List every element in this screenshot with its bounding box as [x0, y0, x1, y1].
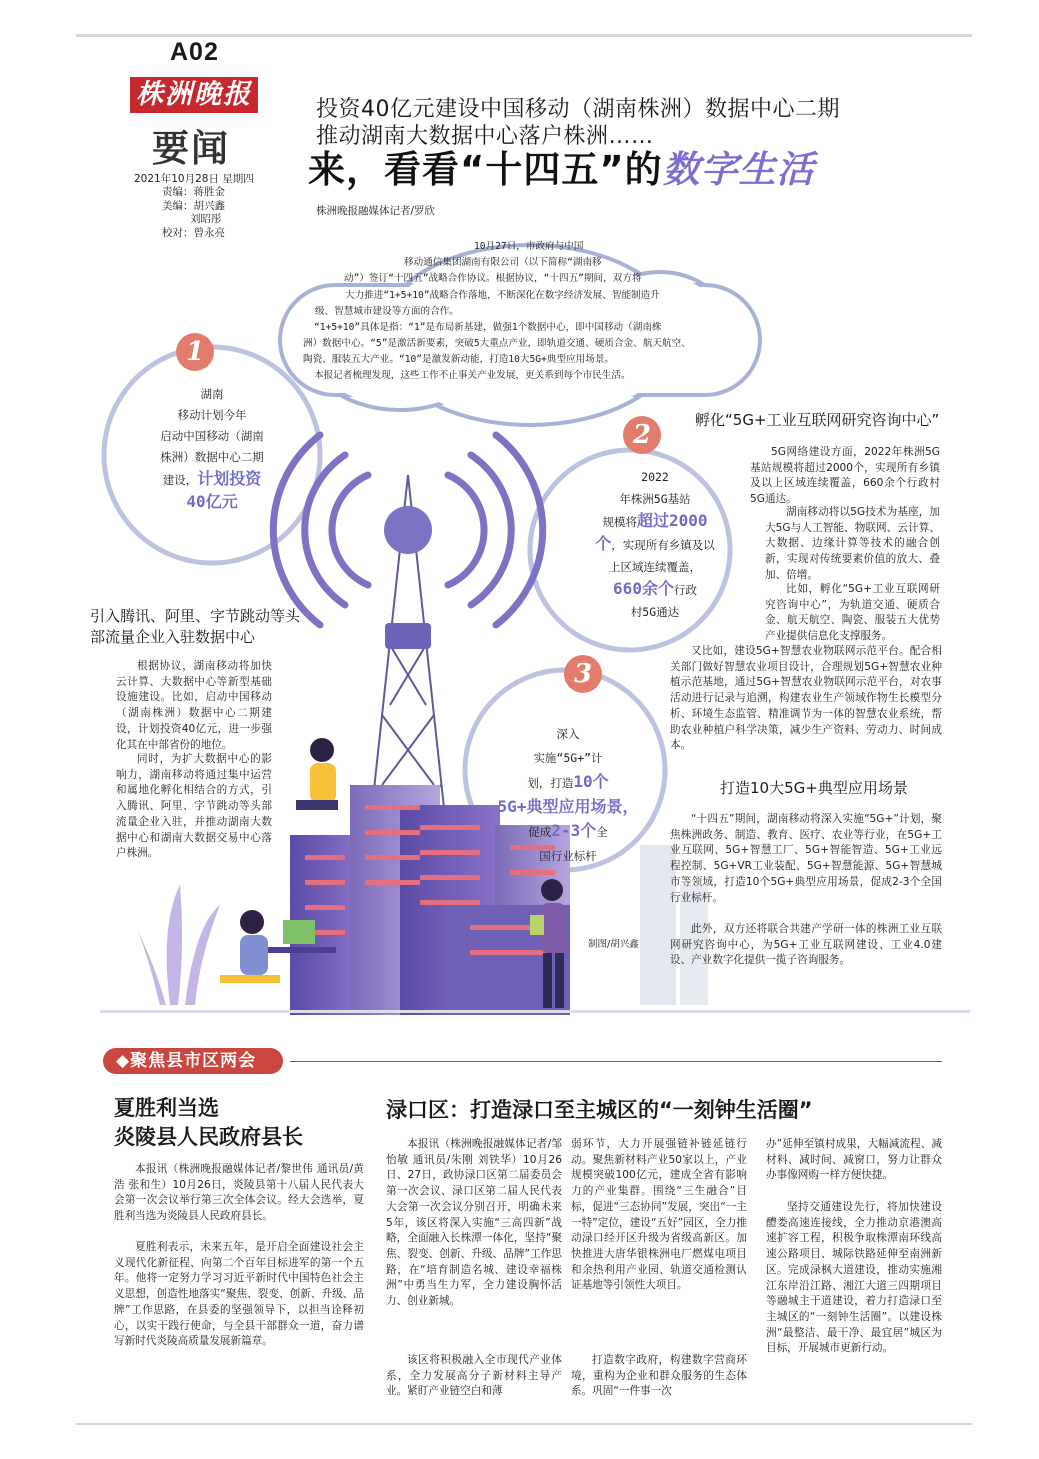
issue-date: 2021年10月28日 星期四: [134, 173, 254, 185]
section-title: 要闻: [152, 126, 230, 170]
designer-credit-2: 刘昭彤: [190, 213, 222, 225]
byline: 株洲晚报融媒体记者/罗欣: [316, 205, 436, 217]
circle-3-highlight: 10个: [573, 772, 609, 791]
designer-credit: 美编：胡兴鑫: [162, 200, 225, 212]
circle-1-line: 株洲）数据中心二期: [160, 450, 264, 464]
circle-3-text: [468, 722, 668, 868]
deck-line-2: 推动湖南大数据中心落户株洲……: [316, 124, 654, 149]
deck-line-1: 投资40亿元建设中国移动（湖南株洲）数据中心二期: [316, 97, 840, 122]
story-2-col3-paragraph-1: 办”延伸至镇村成果，大幅减流程、减材料、减时间、减窗口，努力让群众办事像网购一样方便快捷。: [766, 1138, 942, 1182]
masthead-logo: 株洲晚报: [130, 77, 258, 113]
story-2-col1-paragraph-2: 该区将积极融入全市现代产业体系，全力发展高分子新材料主导产业。紧盯产业链空白和薄: [386, 1354, 562, 1398]
antenna-panel: [385, 623, 431, 649]
illustration-credit: 制图/胡兴鑫: [588, 939, 639, 950]
cloud-text-line: 陶瓷、服装五大产业。“10”是激发新动能，打造10大5G+典型应用场景。: [303, 354, 615, 365]
circle-3-line: 国行业标杆: [539, 849, 597, 863]
left-subhead: [90, 606, 320, 648]
story-1-paragraph-1: 本报讯（株洲晚报融媒体记者/黎世伟 通讯员/黄浩 张和生）10月26日，炎陵县第十八届人民代表大会第一次会议举行第三次全体会议。经大会选举，夏胜利当选为炎陵县人民政府县长。: [114, 1163, 364, 1223]
story-2-col2-paragraph-1: 弱环节，大力开展强链补链延链行动。聚焦新材料产业50家以上，产业规模突破100亿元，建成全省有影响力的产业集群。围绕“三生融合”目标，促进“三态协同”发展，突出“一主一特”定位，建设“五好”园区，全力推动渌口经开区升级为省级高新区。加快推进大唐华银株洲电厂燃煤电项目和余热利用产业园、轨道交通检测认证基地等引领性大项目。: [571, 1138, 747, 1292]
right-paragraph-4: 又比如，建设5G+智慧农业物联网示范平台。配合相关部门做好智慧农业项目设计，合理规划5G+智慧农业种植示范基地，通过5G+智慧农业物联网示范平台，对农事活动进行记录与追溯，构建农业生产领域作物生长模型分析、环境生态监管、精准调节为一体的智慧农业系统，帮助农业种植户科学决策，减少生产资料、劳动力、时间成本。: [670, 645, 942, 752]
circle-2-line: 上区域连续覆盖，: [609, 560, 701, 574]
section-tag: [116, 1048, 256, 1074]
left-paragraph-1: 根据协议，湖南移动将加快云计算、大数据中心等新型基础设施建设。比如，启动中国移动（湖南株洲）数据中心二期建设，计划投资40亿元，进一步强化其在中部省份的地位。: [116, 660, 272, 751]
main-headline: [308, 139, 815, 193]
circle-3-highlight: 5G+典型应用场景，: [497, 797, 639, 816]
person-on-server: [296, 738, 338, 810]
circle-1-line: 启动中国移动（湖南: [160, 429, 264, 443]
right-subhead-1: 孵化“5G+工业互联网研究咨询中心”: [695, 411, 940, 429]
headline-prefix: 来，看看“十四五”的: [308, 148, 663, 191]
circle-1-amount: 40亿元: [186, 492, 238, 511]
cloud-text-line: 动”）签订“十四五”战略合作协议。根据协议，“十四五”期间，双方将: [344, 273, 642, 284]
top-rule: [76, 34, 972, 37]
circle-1-line: 建设，: [162, 473, 198, 487]
circle-2-line: 行政: [673, 583, 697, 597]
circle-2-highlight: 超过2000: [636, 511, 708, 530]
cloud-text-line: 级、智慧城市建设等方面的合作。: [315, 306, 459, 317]
right-subhead-2: 打造10大5G+典型应用场景: [720, 779, 908, 797]
story-2-col1-paragraph-1: 本报讯（株洲晚报融媒体记者/邹怡敏 通讯员/朱刚 刘铁华）10月26日、27日，政协渌口区第二届委员会第一次会议、渌口区第二届人民代表大会第一次会议分别召开，明确未来5年，该区将深入实施“三高四新”战略，全面融入长株潭一体化，坚持“聚焦、裂变、创新、升级、品牌”工作思路，在“培育制造名城、建设幸福株洲”中勇当生力军，全力建设胸怀活力、创业新城。: [386, 1138, 562, 1308]
editor-credit: 责编：蒋胜金: [162, 186, 225, 198]
circle-2-text: [540, 466, 770, 623]
circle-3-line: 划，打造: [527, 776, 574, 790]
circle-2-highlight: 660余个: [613, 579, 674, 598]
story-1-paragraph-2: 夏胜利表示，未来五年，是开启全面建设社会主义现代化新征程、向第二个百年目标进军的第一个五年。他将一定努力学习习近平新时代中国特色社会主义思想，创造性地落实“聚焦、裂变、创新、升级、品牌”工作思路，在县委的坚强领导下，以担当诠释初心，以实干践行使命，与全县干部群众一道，奋力谱写新时代炎陵高质量发展新篇章。: [114, 1241, 364, 1348]
plant-decoration: [135, 885, 220, 1005]
circle-3-line: 实施“5G+”计: [533, 751, 603, 765]
circle-2-line: 规模将: [602, 515, 637, 529]
story-2-headline: 渌口区：打造渌口至主城区的“一刻钟生活圈”: [386, 1098, 813, 1122]
story-2-col2-paragraph-2: 打造数字政府，构建数字营商环境，重构为企业和群众服务的生态体系。巩固“一件事一次: [571, 1354, 747, 1398]
headline-highlight: 数字生活: [662, 148, 815, 191]
left-subhead-line: 部流量企业入驻数据中心: [90, 628, 256, 646]
cloud-text-line: 大力推进“1+5+10”战略合作落地，不断深化在数字经济发展、智能制造升: [345, 290, 660, 301]
cloud-text-line: 本报记者梳理发现，这些工作不止事关产业发展，更关系到每个市民生活。: [314, 370, 631, 381]
circle-2-line: 2022: [641, 470, 669, 484]
badge-2: 2: [623, 416, 661, 454]
story-1-headline-line: 夏胜利当选: [114, 1096, 219, 1120]
circle-1-line: 湖南: [200, 387, 224, 401]
right-paragraph-2: 湖南移动将以5G技术为基座，加大5G与人工智能、物联网、云计算、大数据、边缘计算等技术的融合创新，实现对传统要素价值的放大、叠加、倍增。: [765, 506, 940, 581]
right-paragraph-6: 此外，双方还将联合共建产学研一体的株洲工业互联网研究咨询中心，为5G+工业互联网建设、工业4.0建设、产业数字化提供一揽子咨询服务。: [670, 923, 942, 967]
badge-3: 3: [564, 655, 602, 693]
section-tag-label: 聚焦县市区两会: [130, 1051, 257, 1071]
right-paragraph-5: “十四五”期间，湖南移动将深入实施“5G+”计划，聚焦株洲政务、制造、教育、医疗、农业等行业，在5G+工业互联网、5G+智慧工厂、5G+智能智造、5G+工业远程控制、5G+VR工业装配、5G+智慧能源、5G+智慧城市等领域，打造10个5G+典型应用场景，促成2-3个全国行业标杆。: [670, 813, 942, 904]
story-2-col3-paragraph-2: 坚持交通建设先行，将加快建设醴娄高速连接线，全力推动京港澳高速扩容工程，积极争取株潭南环线高速公路项目、城际铁路延伸至南洲新区。完成渌枫大道建设，推动实施湘江东岸沿江路、湘江大道三四期项目等融城主干道建设，着力打造渌口至主城区的“一刻钟生活圈”。以建设株洲“最整洁、最干净、最宜居”城区为目标，开展城市更新行动。: [766, 1201, 942, 1355]
antenna-hub: [384, 506, 432, 554]
left-paragraph-2: 同时，为扩大数据中心的影响力，湖南移动将通过集中运营和属地化孵化相结合的方式，引入腾讯、阿里、字节跳动等头部流量企业入驻，并推动湖南大数据中心和湖南大数据交易中心落户株洲。: [116, 753, 272, 860]
cloud-text-line: 10月27日，市政府与中国: [474, 241, 584, 252]
circle-1-highlight: 计划投资: [197, 469, 262, 488]
story-1-headline: [114, 1094, 303, 1152]
tag-bullet-icon: ◆: [116, 1051, 131, 1071]
cloud-text-line: “1+5+10”具体是指：“1”是布局新基建，做强1个数据中心，即中国移动（湖南株: [314, 322, 662, 333]
circle-3-line: 促成: [528, 825, 552, 839]
section-tag-rule: [290, 1061, 942, 1062]
circle-2-line: ，实现所有乡镇及以: [611, 538, 715, 552]
story-1-headline-line: 炎陵县人民政府县长: [114, 1125, 303, 1149]
ground-line: [100, 1010, 970, 1013]
cloud-text-line: 洲）数据中心。“5”是激活新要素，突破5大重点产业，即轨道交通、硬质合金、航天航空、: [303, 338, 691, 349]
proofreader-credit: 校对：曾永亮: [162, 227, 225, 239]
cloud-text-line: 移动通信集团湖南有限公司（以下简称“湖南移: [404, 257, 602, 268]
circle-1-line: 移动计划今年: [177, 408, 247, 422]
badge-1: 1: [176, 333, 214, 371]
circle-2-line: 年株洲5G基站: [619, 492, 691, 506]
right-paragraph-1: 5G网络建设方面，2022年株洲5G基站规模将超过2000个，实现所有乡镇及以上区域连续覆盖，660余个行政村5G通达。: [750, 446, 940, 506]
circle-3-highlight: 2-3个: [551, 821, 597, 840]
page-number: A02: [170, 38, 219, 66]
left-subhead-line: 引入腾讯、阿里、字节跳动等头: [90, 607, 301, 625]
right-paragraph-3: 比如，孵化“5G+工业互联网研究咨询中心”，为轨道交通、硬质合金、航天航空、陶瓷、服装五大优势产业提供信息化支撑服务。: [765, 583, 940, 643]
circle-2-highlight: 个: [595, 534, 612, 553]
bottom-rule: [76, 1423, 972, 1425]
circle-3-line: 深入: [556, 727, 580, 741]
circle-3-line: 全: [596, 825, 608, 839]
circle-1-text: [112, 384, 312, 512]
circle-2-line: 村5G通达: [630, 605, 680, 619]
